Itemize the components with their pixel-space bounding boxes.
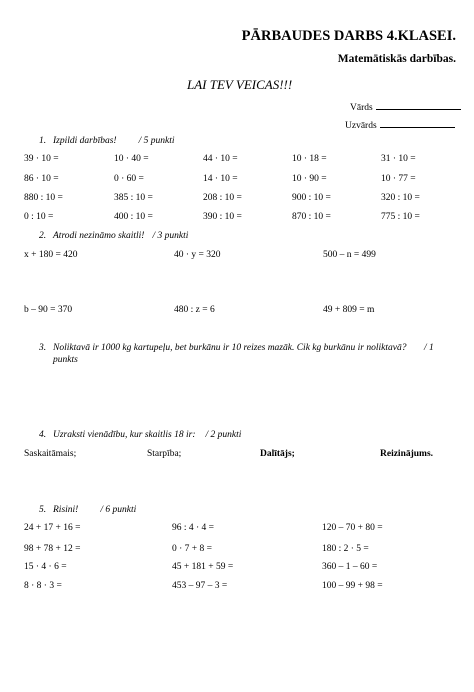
task5-exercise: 45 + 181 + 59 =	[172, 562, 234, 572]
task2-number: 2.	[39, 231, 47, 241]
task1-exercise: 320 : 10 =	[381, 193, 420, 203]
task1-exercise: 86 · 10 =	[24, 174, 59, 184]
term-minuend: Saskaitāmais;	[24, 449, 77, 459]
greeting: LAI TEV VEICAS!!!	[187, 77, 293, 92]
name-line	[376, 100, 461, 110]
task2-exercise: 40 · y = 320	[174, 250, 221, 260]
term-divisor: Dalītājs;	[260, 449, 295, 459]
task1-exercise: 0 : 10 =	[24, 212, 54, 222]
task1-instruction: Izpildi darbības!	[53, 136, 117, 146]
page-subtitle: Matemātiskās darbības.	[337, 53, 456, 65]
term-difference: Starpība;	[147, 449, 182, 459]
task1-exercise: 208 : 10 =	[203, 193, 242, 203]
task5-exercise: 98 + 78 + 12 =	[24, 544, 81, 554]
surname-line	[380, 118, 455, 128]
task5-number: 5.	[39, 505, 47, 515]
task1-heading	[39, 136, 175, 146]
task2-points: / 3 punkti	[152, 231, 189, 241]
task2-exercise: 480 : z = 6	[174, 305, 215, 315]
task3-points: / 1	[424, 343, 434, 353]
surname-field[interactable]	[345, 118, 455, 131]
task1-exercise: 31 · 10 =	[381, 154, 416, 164]
task1-exercise: 385 : 10 =	[114, 193, 153, 203]
task1-number: 1.	[39, 136, 47, 146]
task2-exercise: x + 180 = 420	[24, 250, 78, 260]
task1-exercise: 400 : 10 =	[114, 212, 153, 222]
task1-exercise: 900 : 10 =	[292, 193, 331, 203]
page-title: PĀRBAUDES DARBS 4.KLASEI.	[241, 28, 456, 44]
task5-points: / 6 punkti	[100, 505, 137, 515]
task1-exercise: 0 · 60 =	[114, 174, 144, 184]
task2-exercise: 49 + 809 = m	[323, 305, 375, 315]
task5-exercise: 15 · 4 · 6 =	[24, 562, 67, 572]
task1-exercise: 10 · 40 =	[114, 154, 149, 164]
task1-exercise: 880 : 10 =	[24, 193, 63, 203]
task5-exercise: 8 · 8 · 3 =	[24, 581, 62, 591]
task5-exercise: 0 · 7 + 8 =	[172, 544, 213, 554]
name-field[interactable]	[350, 100, 461, 113]
task4-points: / 2 punkti	[205, 430, 242, 440]
task1-exercise: 10 · 90 =	[292, 174, 327, 184]
task1-points: / 5 punkti	[138, 136, 175, 146]
task5-exercise: 24 + 17 + 16 =	[24, 523, 81, 533]
task5-instruction: Risini!	[53, 505, 79, 515]
task1-exercise: 10 · 77 =	[381, 174, 416, 184]
task5-exercise: 360 – 1 – 60 =	[322, 562, 378, 572]
task1-exercise: 870 : 10 =	[292, 212, 331, 222]
task4-instruction: Uzraksti vienādību, kur skaitlis 18 ir:	[53, 430, 196, 440]
task3-line1: Noliktavā ir 1000 kg kartupeļu, bet burkānu ir 10 reizes mazāk. Cik kg burkānu ir noliktavā?	[53, 343, 407, 353]
task5-exercise: 100 – 99 + 98 =	[322, 581, 383, 591]
task5-exercise: 180 : 2 · 5 =	[322, 544, 369, 554]
task2-exercise: b – 90 = 370	[24, 305, 73, 315]
term-product: Reizinājums.	[380, 449, 434, 459]
task2-exercise: 500 – n = 499	[323, 250, 376, 260]
task2-instruction: Atrodi nezināmo skaitli!	[53, 231, 145, 241]
task1-exercise: 44 · 10 =	[203, 154, 238, 164]
task3-heading	[39, 343, 406, 353]
task3-line2: punkts	[53, 355, 78, 365]
task5-exercise: 96 : 4 · 4 =	[172, 523, 215, 533]
surname-label: Uzvārds	[345, 121, 377, 131]
task1-exercise: 390 : 10 =	[203, 212, 242, 222]
task5-heading	[39, 505, 136, 515]
task1-exercise: 10 · 18 =	[292, 154, 327, 164]
task4-number: 4.	[39, 430, 47, 440]
task1-exercise: 775 : 10 =	[381, 212, 420, 222]
task2-heading	[39, 231, 188, 241]
name-label: Vārds	[350, 103, 373, 113]
task1-exercise: 39 · 10 =	[24, 154, 59, 164]
task3-number: 3.	[39, 343, 47, 353]
task5-exercise: 120 – 70 + 80 =	[322, 523, 383, 533]
task5-exercise: 453 – 97 – 3 =	[172, 581, 228, 591]
task1-exercise: 14 · 10 =	[203, 174, 238, 184]
task4-heading	[39, 430, 241, 440]
